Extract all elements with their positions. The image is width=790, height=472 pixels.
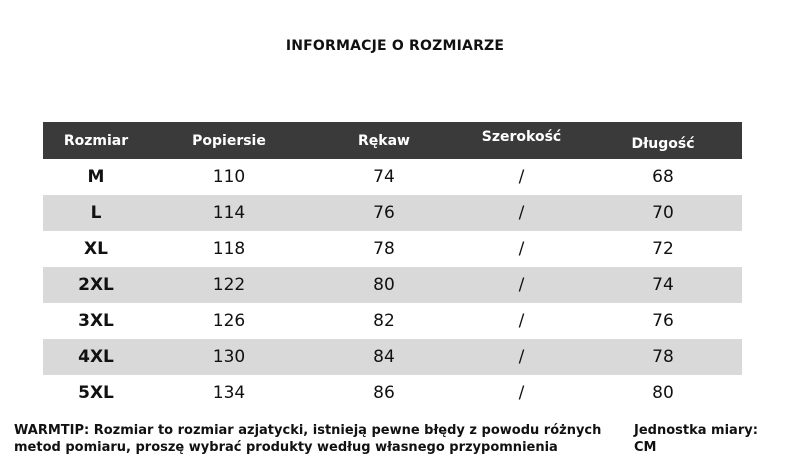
unit-line-2: CM xyxy=(634,440,657,455)
cell-sleeve: 82 xyxy=(373,311,395,331)
cell-width: / xyxy=(518,383,525,403)
cell-bust: 110 xyxy=(212,167,246,187)
table-row xyxy=(43,195,742,231)
cell-size: XL xyxy=(84,239,108,259)
cell-width: / xyxy=(518,275,525,295)
cell-sleeve: 86 xyxy=(373,383,395,403)
cell-bust: 118 xyxy=(212,239,246,259)
table-row xyxy=(43,159,742,195)
cell-length: 68 xyxy=(652,167,674,187)
header-popiersie: Popiersie xyxy=(192,132,266,149)
warmtip-line-2: metod pomiaru, proszę wybrać produkty według własnego przypomnienia xyxy=(14,440,558,455)
cell-length: 70 xyxy=(652,203,674,223)
table-row xyxy=(43,303,742,339)
cell-length: 74 xyxy=(652,275,674,295)
cell-size: 5XL xyxy=(78,383,114,403)
table-row xyxy=(43,267,742,303)
cell-sleeve: 80 xyxy=(373,275,395,295)
cell-width: / xyxy=(518,167,525,187)
cell-size: M xyxy=(87,167,105,187)
cell-length: 80 xyxy=(652,383,674,403)
cell-bust: 114 xyxy=(212,203,246,223)
cell-size: 4XL xyxy=(78,347,114,367)
cell-sleeve: 74 xyxy=(373,167,395,187)
cell-size: 3XL xyxy=(78,311,114,331)
size-table xyxy=(43,122,742,411)
unit-line-1: Jednostka miary: xyxy=(634,423,758,438)
cell-sleeve: 76 xyxy=(373,203,395,223)
cell-bust: 134 xyxy=(212,383,246,403)
header-szerokosc: Szerokość xyxy=(481,128,562,145)
cell-size: L xyxy=(90,203,102,223)
cell-width: / xyxy=(518,347,525,367)
table-row xyxy=(43,231,742,267)
unit-note xyxy=(634,422,784,456)
page-title: INFORMACJE O ROZMIARZE xyxy=(285,38,505,54)
header-rozmiar: Rozmiar xyxy=(63,132,129,149)
table-row xyxy=(43,339,742,375)
cell-size: 2XL xyxy=(78,275,114,295)
cell-length: 78 xyxy=(652,347,674,367)
cell-width: / xyxy=(518,203,525,223)
cell-width: / xyxy=(518,239,525,259)
table-header xyxy=(43,122,742,159)
cell-bust: 122 xyxy=(212,275,246,295)
cell-width: / xyxy=(518,311,525,331)
cell-sleeve: 78 xyxy=(373,239,395,259)
cell-length: 76 xyxy=(652,311,674,331)
cell-length: 72 xyxy=(652,239,674,259)
cell-sleeve: 84 xyxy=(373,347,395,367)
warmtip-note xyxy=(14,422,624,456)
table-row xyxy=(43,375,742,411)
warmtip-line-1: WARMTIP: Rozmiar to rozmiar azjatycki, istnieją pewne błędy z powodu różnych xyxy=(14,423,602,438)
cell-bust: 130 xyxy=(212,347,246,367)
cell-bust: 126 xyxy=(212,311,246,331)
header-rekaw: Rękaw xyxy=(358,132,410,149)
header-dlugosc: Długość xyxy=(631,135,695,152)
